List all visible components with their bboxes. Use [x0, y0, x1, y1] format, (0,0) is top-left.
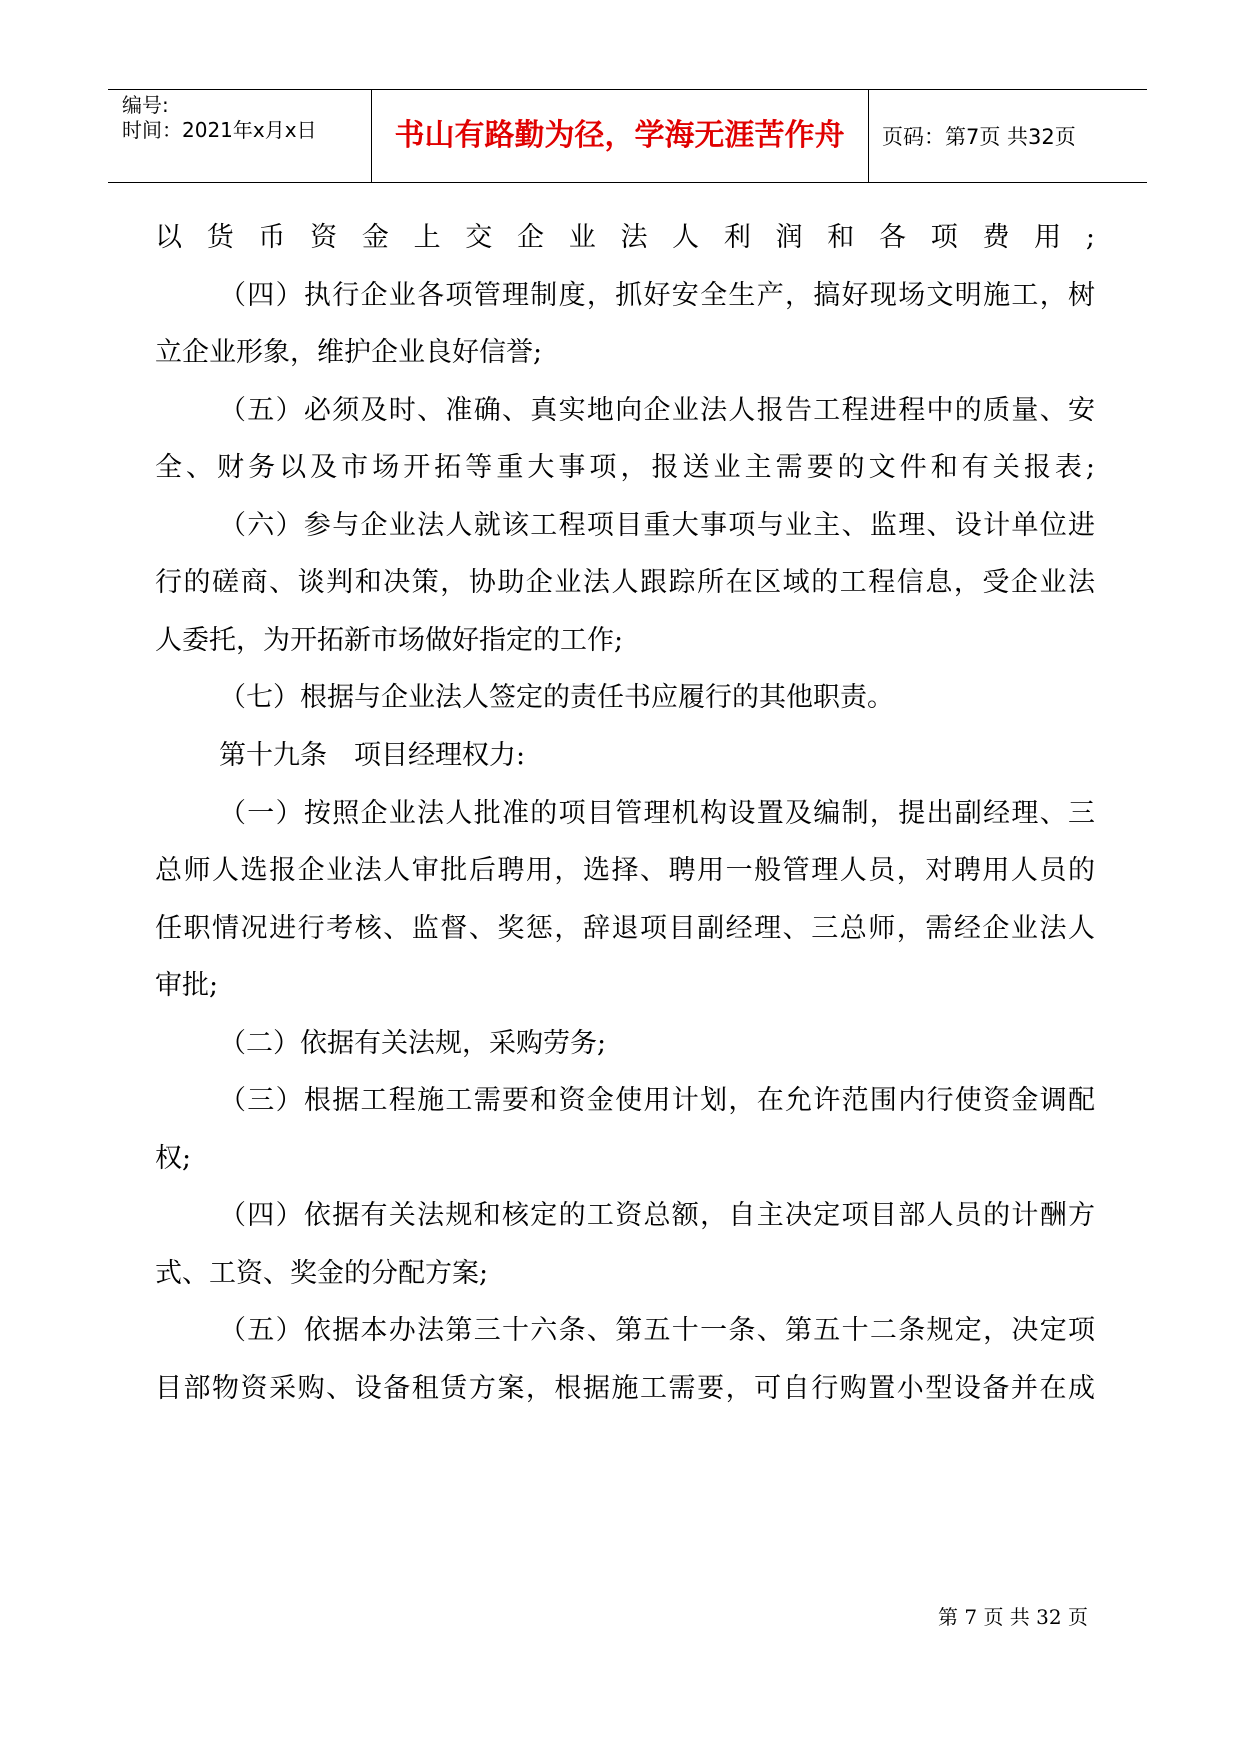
body-line: （四）执行企业各项管理制度，抓好安全生产，搞好现场文明施工，树 — [219, 280, 1095, 311]
body-line: 权; — [155, 1143, 192, 1174]
body-line: （三）根据工程施工需要和资金使用计划，在允许范围内行使资金调配 — [219, 1085, 1095, 1116]
document-header — [108, 89, 1147, 183]
body-line: 全、财务以及市场开拓等重大事项，报送业主需要的文件和有关报表; — [155, 452, 1095, 483]
motto-text: 书山有路勤为径，学海无涯苦作舟 — [394, 118, 845, 153]
body-line: 总师人选报企业法人审批后聘用，选择、聘用一般管理人员，对聘用人员的 — [155, 855, 1095, 886]
body-line: （五）必须及时、准确、真实地向企业法人报告工程进程中的质量、安 — [219, 395, 1095, 426]
header-meta-cell — [108, 90, 372, 182]
article-heading: 第十九条 项目经理权力: — [219, 740, 526, 771]
body-line: 立企业形象，维护企业良好信誉; — [155, 337, 543, 368]
body-line: 式、工资、奖金的分配方案; — [155, 1258, 489, 1289]
body-line: （六）参与企业法人就该工程项目重大事项与业主、监理、设计单位进 — [219, 510, 1095, 541]
body-line: 审批; — [155, 970, 219, 1001]
body-line: 行的磋商、谈判和决策，协助企业法人跟踪所在区域的工程信息，受企业法 — [155, 567, 1095, 598]
body-line: （二）依据有关法规，采购劳务; — [219, 1028, 607, 1059]
body-line: （一）按照企业法人批准的项目管理机构设置及编制，提出副经理、三 — [219, 798, 1095, 829]
body-line: 任职情况进行考核、监督、奖惩，辞退项目副经理、三总师，需经企业法人 — [155, 913, 1095, 944]
body-line: 以货币资金上交企业法人利润和各项费用; — [155, 222, 1095, 253]
body-line: （七）根据与企业法人签定的责任书应履行的其他职责。 — [219, 682, 894, 713]
footer-page-number: 第 7 页 共 32 页 — [938, 1605, 1088, 1629]
date-line: 时间：2021年x月x日 — [122, 118, 317, 142]
body-line: 人委托，为开拓新市场做好指定的工作; — [155, 625, 624, 656]
body-line: 目部物资采购、设备租赁方案，根据施工需要，可自行购置小型设备并在成 — [155, 1373, 1095, 1404]
header-motto-cell — [371, 90, 869, 182]
serial-number-label: 编号: — [122, 93, 169, 117]
header-page-cell — [868, 90, 1147, 182]
header-page-info: 页码：第7页 共32页 — [882, 125, 1076, 149]
body-line: （五）依据本办法第三十六条、第五十一条、第五十二条规定，决定项 — [219, 1315, 1095, 1346]
body-line: （四）依据有关法规和核定的工资总额，自主决定项目部人员的计酬方 — [219, 1200, 1095, 1231]
